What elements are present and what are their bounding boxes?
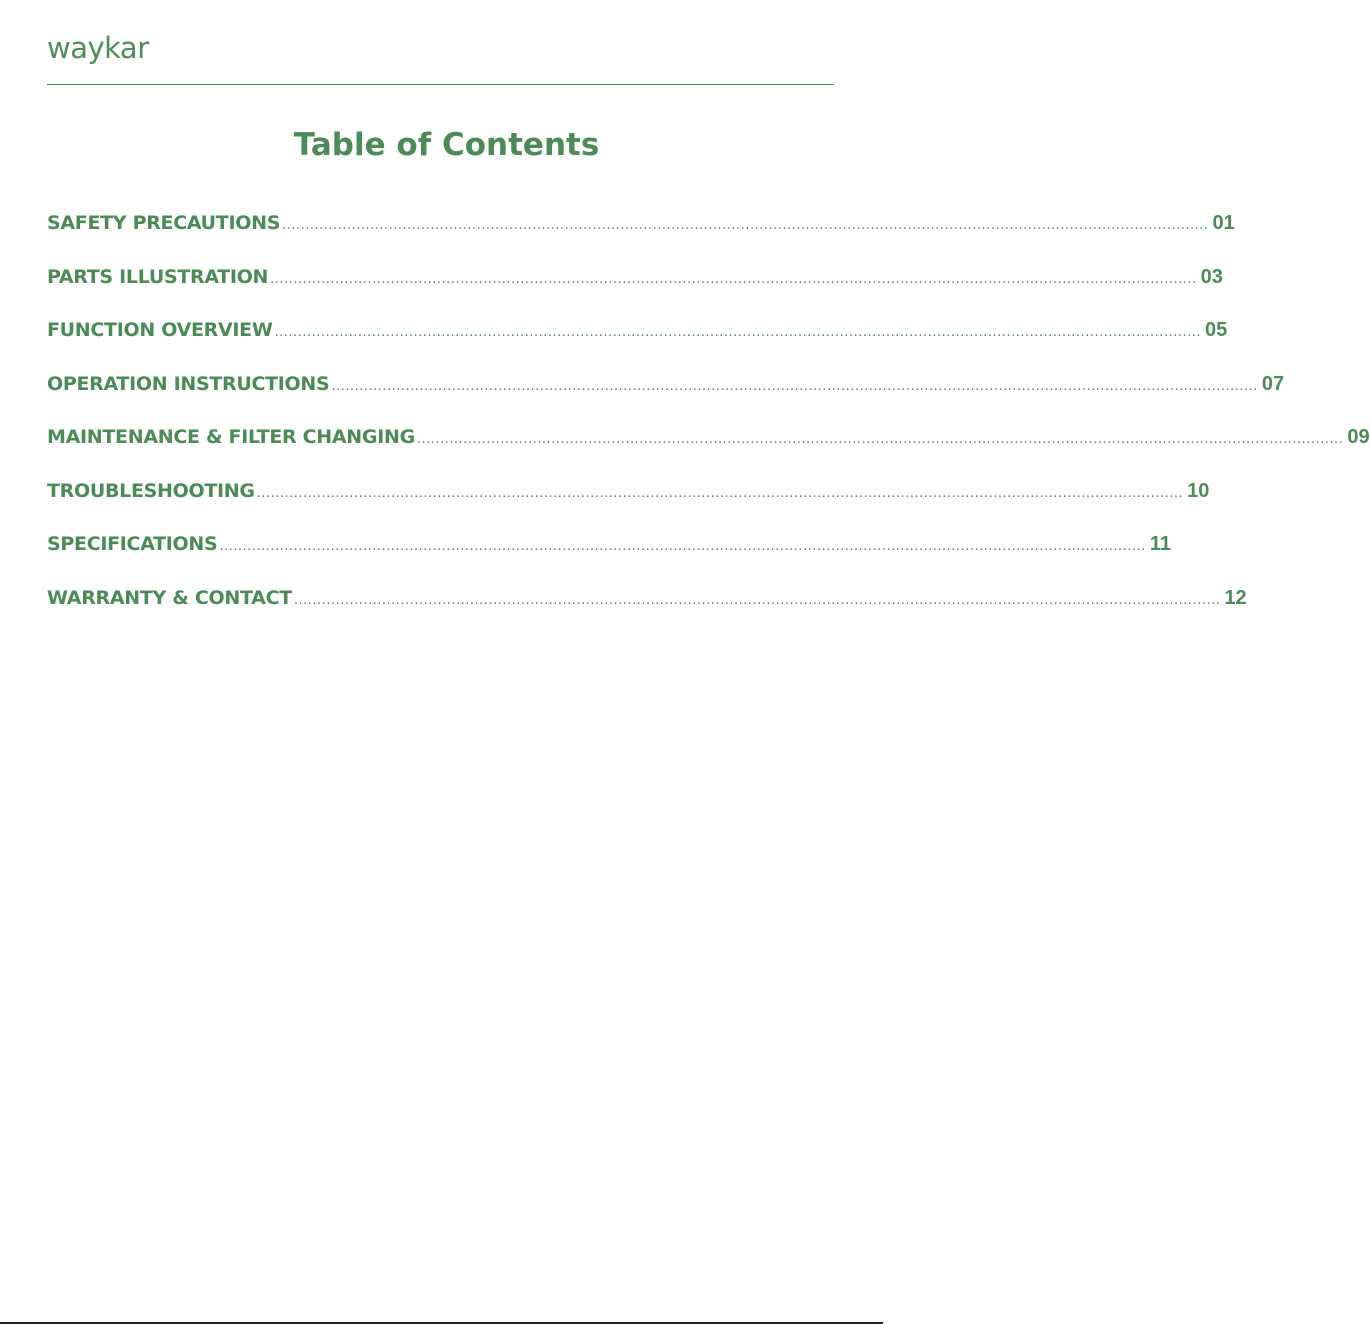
toc-entry-safety-precautions[interactable] (47, 212, 1235, 266)
toc-entry-label: FUNCTION OVERVIEW (47, 319, 273, 341)
toc-entry-page-number: 07 (1261, 372, 1285, 395)
toc-dot-leader: ........................................................................................................................................................................................................ (416, 432, 1344, 447)
toc-dot-leader: ........................................................................................................................................................................................................ (331, 378, 1258, 394)
toc-entry-label: SPECIFICATIONS (47, 533, 218, 555)
toc-entry-page-number: 03 (1200, 265, 1223, 288)
toc-entry-warranty-contact[interactable] (47, 586, 1247, 641)
toc-entry-label: TROUBLESHOOTING (47, 479, 255, 502)
toc-entry-parts-illustration[interactable] (47, 265, 1223, 320)
toc-entry-maintenance-filter-changing[interactable] (47, 426, 1370, 480)
toc-entry-page-number: 11 (1149, 533, 1172, 555)
toc-dot-leader: ........................................................................................................................................................................................................ (270, 271, 1197, 287)
toc-dot-leader: ........................................................................................................................................................................................................ (219, 539, 1146, 554)
toc-entry-troubleshooting[interactable] (47, 479, 1210, 534)
toc-dot-leader: ........................................................................................................................................................................................................ (256, 485, 1184, 501)
toc-entry-page-number: 10 (1187, 479, 1210, 502)
toc-entry-page-number: 01 (1212, 212, 1235, 234)
page-title: Table of Contents (293, 127, 600, 163)
header-divider (47, 84, 834, 85)
toc-entry-page-number: 05 (1205, 319, 1228, 341)
toc-entry-label: SAFETY PRECAUTIONS (47, 212, 281, 234)
toc-entry-function-overview[interactable] (47, 319, 1228, 373)
toc-dot-leader: ........................................................................................................................................................................................................ (274, 325, 1201, 340)
toc-entry-label: WARRANTY & CONTACT (47, 586, 292, 609)
toc-entry-label: PARTS ILLUSTRATION (47, 265, 269, 288)
toc-entry-operation-instructions[interactable] (47, 372, 1285, 427)
brand-logo: waykar (47, 31, 149, 65)
table-of-contents (47, 212, 1370, 640)
toc-dot-leader: ........................................................................................................................................................................................................ (293, 592, 1221, 608)
toc-entry-specifications[interactable] (47, 533, 1172, 587)
toc-entry-page-number: 09 (1347, 426, 1370, 448)
toc-dot-leader: ........................................................................................................................................................................................................ (282, 218, 1209, 233)
toc-entry-label: OPERATION INSTRUCTIONS (47, 372, 330, 395)
toc-entry-label: MAINTENANCE & FILTER CHANGING (47, 426, 415, 448)
toc-entry-page-number: 12 (1224, 586, 1247, 609)
